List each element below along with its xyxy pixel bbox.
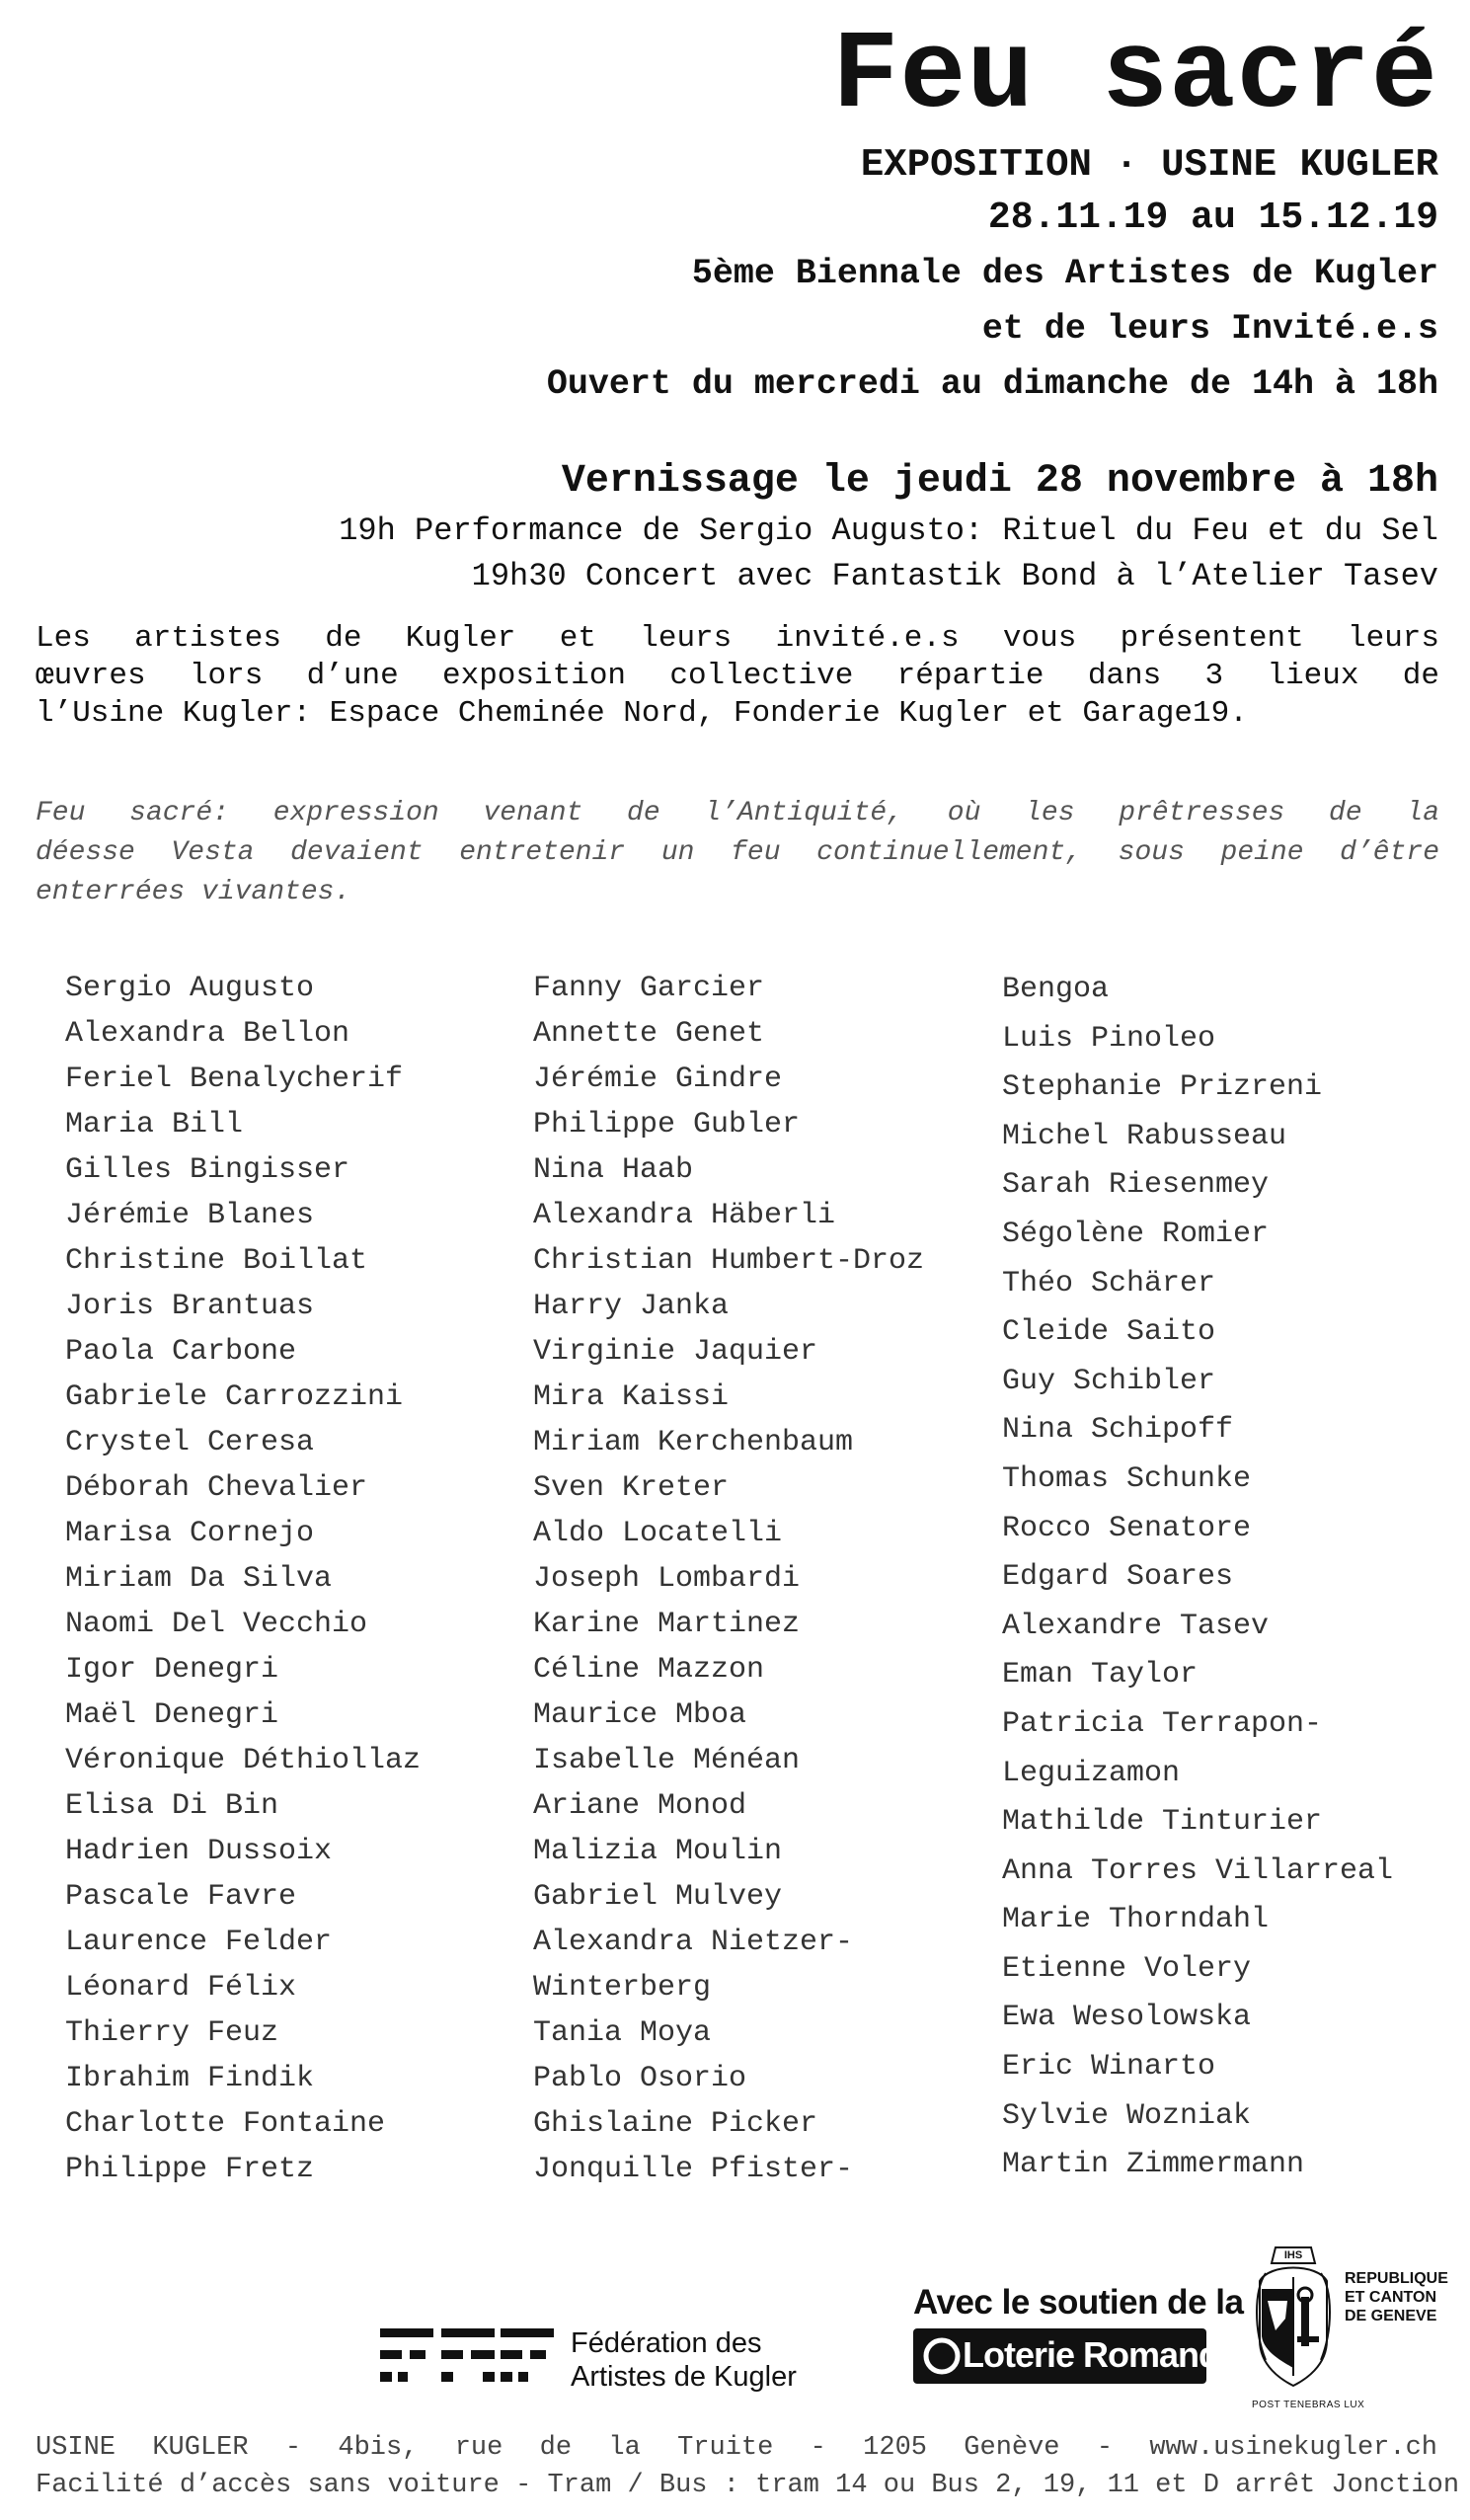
artist-name: Marisa Cornejo bbox=[65, 1517, 315, 1550]
artist-name: Charlotte Fontaine bbox=[65, 2107, 386, 2141]
intro-line: l’Usine Kugler: Espace Cheminée Nord, Fonderie Kugler et Garage19. bbox=[36, 696, 1248, 731]
concert-line: 19h30 Concert avec Fantastik Bond à l’Atelier Tasev bbox=[471, 558, 1438, 594]
definition-line: enterrées vivantes. bbox=[36, 877, 351, 907]
artist-name: Luis Pinoleo bbox=[1002, 1021, 1216, 1056]
page-title: Feu sacré bbox=[832, 14, 1438, 139]
artist-name: Sylvie Wozniak bbox=[1002, 2098, 1252, 2133]
artist-name: Anna Torres Villarreal bbox=[1002, 1853, 1394, 1888]
artist-name: Gabriel Mulvey bbox=[533, 1880, 783, 1914]
biennale-line-1: 5ème Biennale des Artistes de Kugler bbox=[691, 254, 1438, 293]
geneve-crest-icon bbox=[1246, 2242, 1341, 2398]
artist-name: Pascale Favre bbox=[65, 1880, 297, 1914]
artist-name: Déborah Chevalier bbox=[65, 1471, 368, 1505]
artist-name: Jérémie Gindre bbox=[533, 1063, 783, 1096]
artist-name: Ségolène Romier bbox=[1002, 1217, 1270, 1251]
artist-name: Rocco Senatore bbox=[1002, 1511, 1252, 1545]
artist-name: Thomas Schunke bbox=[1002, 1461, 1252, 1496]
intro-line: Les artistes de Kugler et leurs invité.e.s vous présentent leurs bbox=[36, 621, 1439, 656]
artist-name: Laurence Felder bbox=[65, 1926, 333, 1959]
crest-ihs: IHS bbox=[1283, 2249, 1303, 2261]
artist-name: Christian Humbert-Droz bbox=[533, 1244, 925, 1278]
artist-name: Léonard Félix bbox=[65, 1971, 297, 2005]
artist-name: Céline Mazzon bbox=[533, 1653, 765, 1687]
artist-name: Virginie Jaquier bbox=[533, 1335, 818, 1369]
artist-name: Fanny Garcier bbox=[533, 972, 765, 1005]
artist-name: Ewa Wesolowska bbox=[1002, 2001, 1252, 2035]
republique-line-2: ET CANTON bbox=[1345, 2289, 1437, 2306]
artist-name: Marie Thorndahl bbox=[1002, 1903, 1270, 1937]
definition-line: Feu sacré: expression venant de l’Antiquité, où les prêtresses de la bbox=[36, 798, 1439, 828]
artist-name: Cleide Saito bbox=[1002, 1315, 1216, 1350]
artist-name: Ghislaine Picker bbox=[533, 2107, 818, 2141]
artist-name: Patricia Terrapon- bbox=[1002, 1706, 1323, 1741]
artist-name: Etienne Volery bbox=[1002, 1951, 1252, 1986]
artist-name: Gilles Bingisser bbox=[65, 1153, 350, 1187]
definition-paragraph bbox=[36, 794, 1439, 912]
vernissage-title: Vernissage le jeudi 28 novembre à 18h bbox=[561, 459, 1438, 504]
artist-name: Elisa Di Bin bbox=[65, 1789, 279, 1823]
artist-name: Edgard Soares bbox=[1002, 1560, 1234, 1595]
artist-name: Eric Winarto bbox=[1002, 2050, 1216, 2085]
artist-name: Karine Martinez bbox=[533, 1608, 801, 1641]
artist-name: Miriam Kerchenbaum bbox=[533, 1426, 854, 1459]
artist-name: Malizia Moulin bbox=[533, 1835, 783, 1868]
artist-name: Hadrien Dussoix bbox=[65, 1835, 333, 1868]
artist-name: Feriel Benalycherif bbox=[65, 1063, 404, 1096]
artist-name: Nina Haab bbox=[533, 1153, 694, 1187]
artist-name: Leguizamon bbox=[1002, 1756, 1181, 1790]
artist-name: Sergio Augusto bbox=[65, 972, 315, 1005]
artist-name: Thierry Feuz bbox=[65, 2016, 279, 2050]
artist-name: Mathilde Tinturier bbox=[1002, 1805, 1323, 1840]
artist-name: Gabriele Carrozzini bbox=[65, 1380, 404, 1414]
artist-name: Philippe Gubler bbox=[533, 1108, 801, 1142]
support-text: Avec le soutien de la bbox=[913, 2283, 1244, 2322]
artist-name: Pablo Osorio bbox=[533, 2062, 747, 2095]
intro-paragraph bbox=[36, 620, 1439, 733]
crest-motto: POST TENEBRAS LUX bbox=[1252, 2400, 1365, 2410]
artist-name: Maurice Mboa bbox=[533, 1698, 747, 1732]
artist-name: Joseph Lombardi bbox=[533, 1562, 801, 1596]
artist-name: Ariane Monod bbox=[533, 1789, 747, 1823]
definition-line: déesse Vesta devaient entretenir un feu continuellement, sous peine d’être bbox=[36, 837, 1439, 868]
artist-name: Isabelle Ménéan bbox=[533, 1744, 801, 1777]
artist-name: Philippe Fretz bbox=[65, 2153, 315, 2186]
loterie-circle-icon bbox=[922, 2336, 962, 2376]
artist-name: Miriam Da Silva bbox=[65, 1562, 333, 1596]
artist-name: Véronique Déthiollaz bbox=[65, 1744, 422, 1777]
artist-name: Aldo Locatelli bbox=[533, 1517, 783, 1550]
faf-name bbox=[571, 2326, 797, 2394]
artist-name: Alexandra Bellon bbox=[65, 1017, 350, 1051]
loterie-romande-name: Loterie Romande bbox=[963, 2334, 1239, 2375]
artist-name: Harry Janka bbox=[533, 1290, 730, 1323]
artist-name: Maria Bill bbox=[65, 1108, 244, 1142]
exhibition-dates: 28.11.19 au 15.12.19 bbox=[987, 197, 1438, 239]
artist-name: Théo Schärer bbox=[1002, 1266, 1216, 1300]
artist-name: Alexandra Nietzer- bbox=[533, 1926, 854, 1959]
footer-address: USINE KUGLER - 4bis, rue de la Truite - 1205 Genève - www.usinekugler.ch bbox=[36, 2433, 1437, 2463]
artists-column-3 bbox=[1002, 966, 1393, 2190]
intro-line: œuvres lors d’une exposition collective répartie dans 3 lieux de bbox=[36, 659, 1439, 693]
footer-access: Facilité d’accès sans voiture - Tram / Bus : tram 14 ou Bus 2, 19, 11 et D arrêt Jonction bbox=[36, 2471, 1460, 2500]
faf-logo bbox=[380, 2328, 554, 2382]
artist-name: Ibrahim Findik bbox=[65, 2062, 315, 2095]
biennale-line-2: et de leurs Invité.e.s bbox=[981, 309, 1438, 349]
artist-name: Bengoa bbox=[1002, 973, 1110, 1006]
artist-name: Guy Schibler bbox=[1002, 1364, 1216, 1398]
faf-name-line-1: Fédération des bbox=[571, 2327, 762, 2359]
artist-name: Jonquille Pfister- bbox=[533, 2153, 854, 2186]
republique-line-3: DE GENEVE bbox=[1345, 2308, 1437, 2324]
artist-name: Sarah Riesenmey bbox=[1002, 1168, 1270, 1203]
artist-name: Igor Denegri bbox=[65, 1653, 279, 1687]
republique-text bbox=[1345, 2269, 1448, 2325]
artist-name: Tania Moya bbox=[533, 2016, 712, 2050]
artist-name: Stephanie Prizreni bbox=[1002, 1070, 1323, 1105]
artist-name: Martin Zimmermann bbox=[1002, 2148, 1305, 2182]
artist-name: Annette Genet bbox=[533, 1017, 765, 1051]
exhibition-subtitle: EXPOSITION · USINE KUGLER bbox=[860, 143, 1438, 187]
artist-name: Nina Schipoff bbox=[1002, 1413, 1234, 1448]
artist-name: Christine Boillat bbox=[65, 1244, 368, 1278]
artist-name: Jérémie Blanes bbox=[65, 1199, 315, 1232]
artist-name: Joris Brantuas bbox=[65, 1290, 315, 1323]
republique-line-1: REPUBLIQUE bbox=[1345, 2270, 1448, 2287]
artists-column-2 bbox=[533, 966, 924, 2192]
artist-name: Alexandra Häberli bbox=[533, 1199, 836, 1232]
artist-name: Crystel Ceresa bbox=[65, 1426, 315, 1459]
artist-name: Mira Kaissi bbox=[533, 1380, 730, 1414]
artist-name: Michel Rabusseau bbox=[1002, 1119, 1287, 1153]
artist-name: Winterberg bbox=[533, 1971, 712, 2005]
artist-name: Alexandre Tasev bbox=[1002, 1609, 1270, 1643]
artist-name: Naomi Del Vecchio bbox=[65, 1608, 368, 1641]
artist-name: Maël Denegri bbox=[65, 1698, 279, 1732]
artists-column-1 bbox=[65, 966, 421, 2192]
opening-hours: Ouvert du mercredi au dimanche de 14h à 18h bbox=[546, 364, 1438, 404]
artist-name: Eman Taylor bbox=[1002, 1658, 1199, 1693]
artist-name: Sven Kreter bbox=[533, 1471, 730, 1505]
performance-line: 19h Performance de Sergio Augusto: Rituel du Feu et du Sel bbox=[339, 512, 1438, 549]
artist-name: Paola Carbone bbox=[65, 1335, 297, 1369]
faf-name-line-2: Artistes de Kugler bbox=[571, 2361, 797, 2393]
